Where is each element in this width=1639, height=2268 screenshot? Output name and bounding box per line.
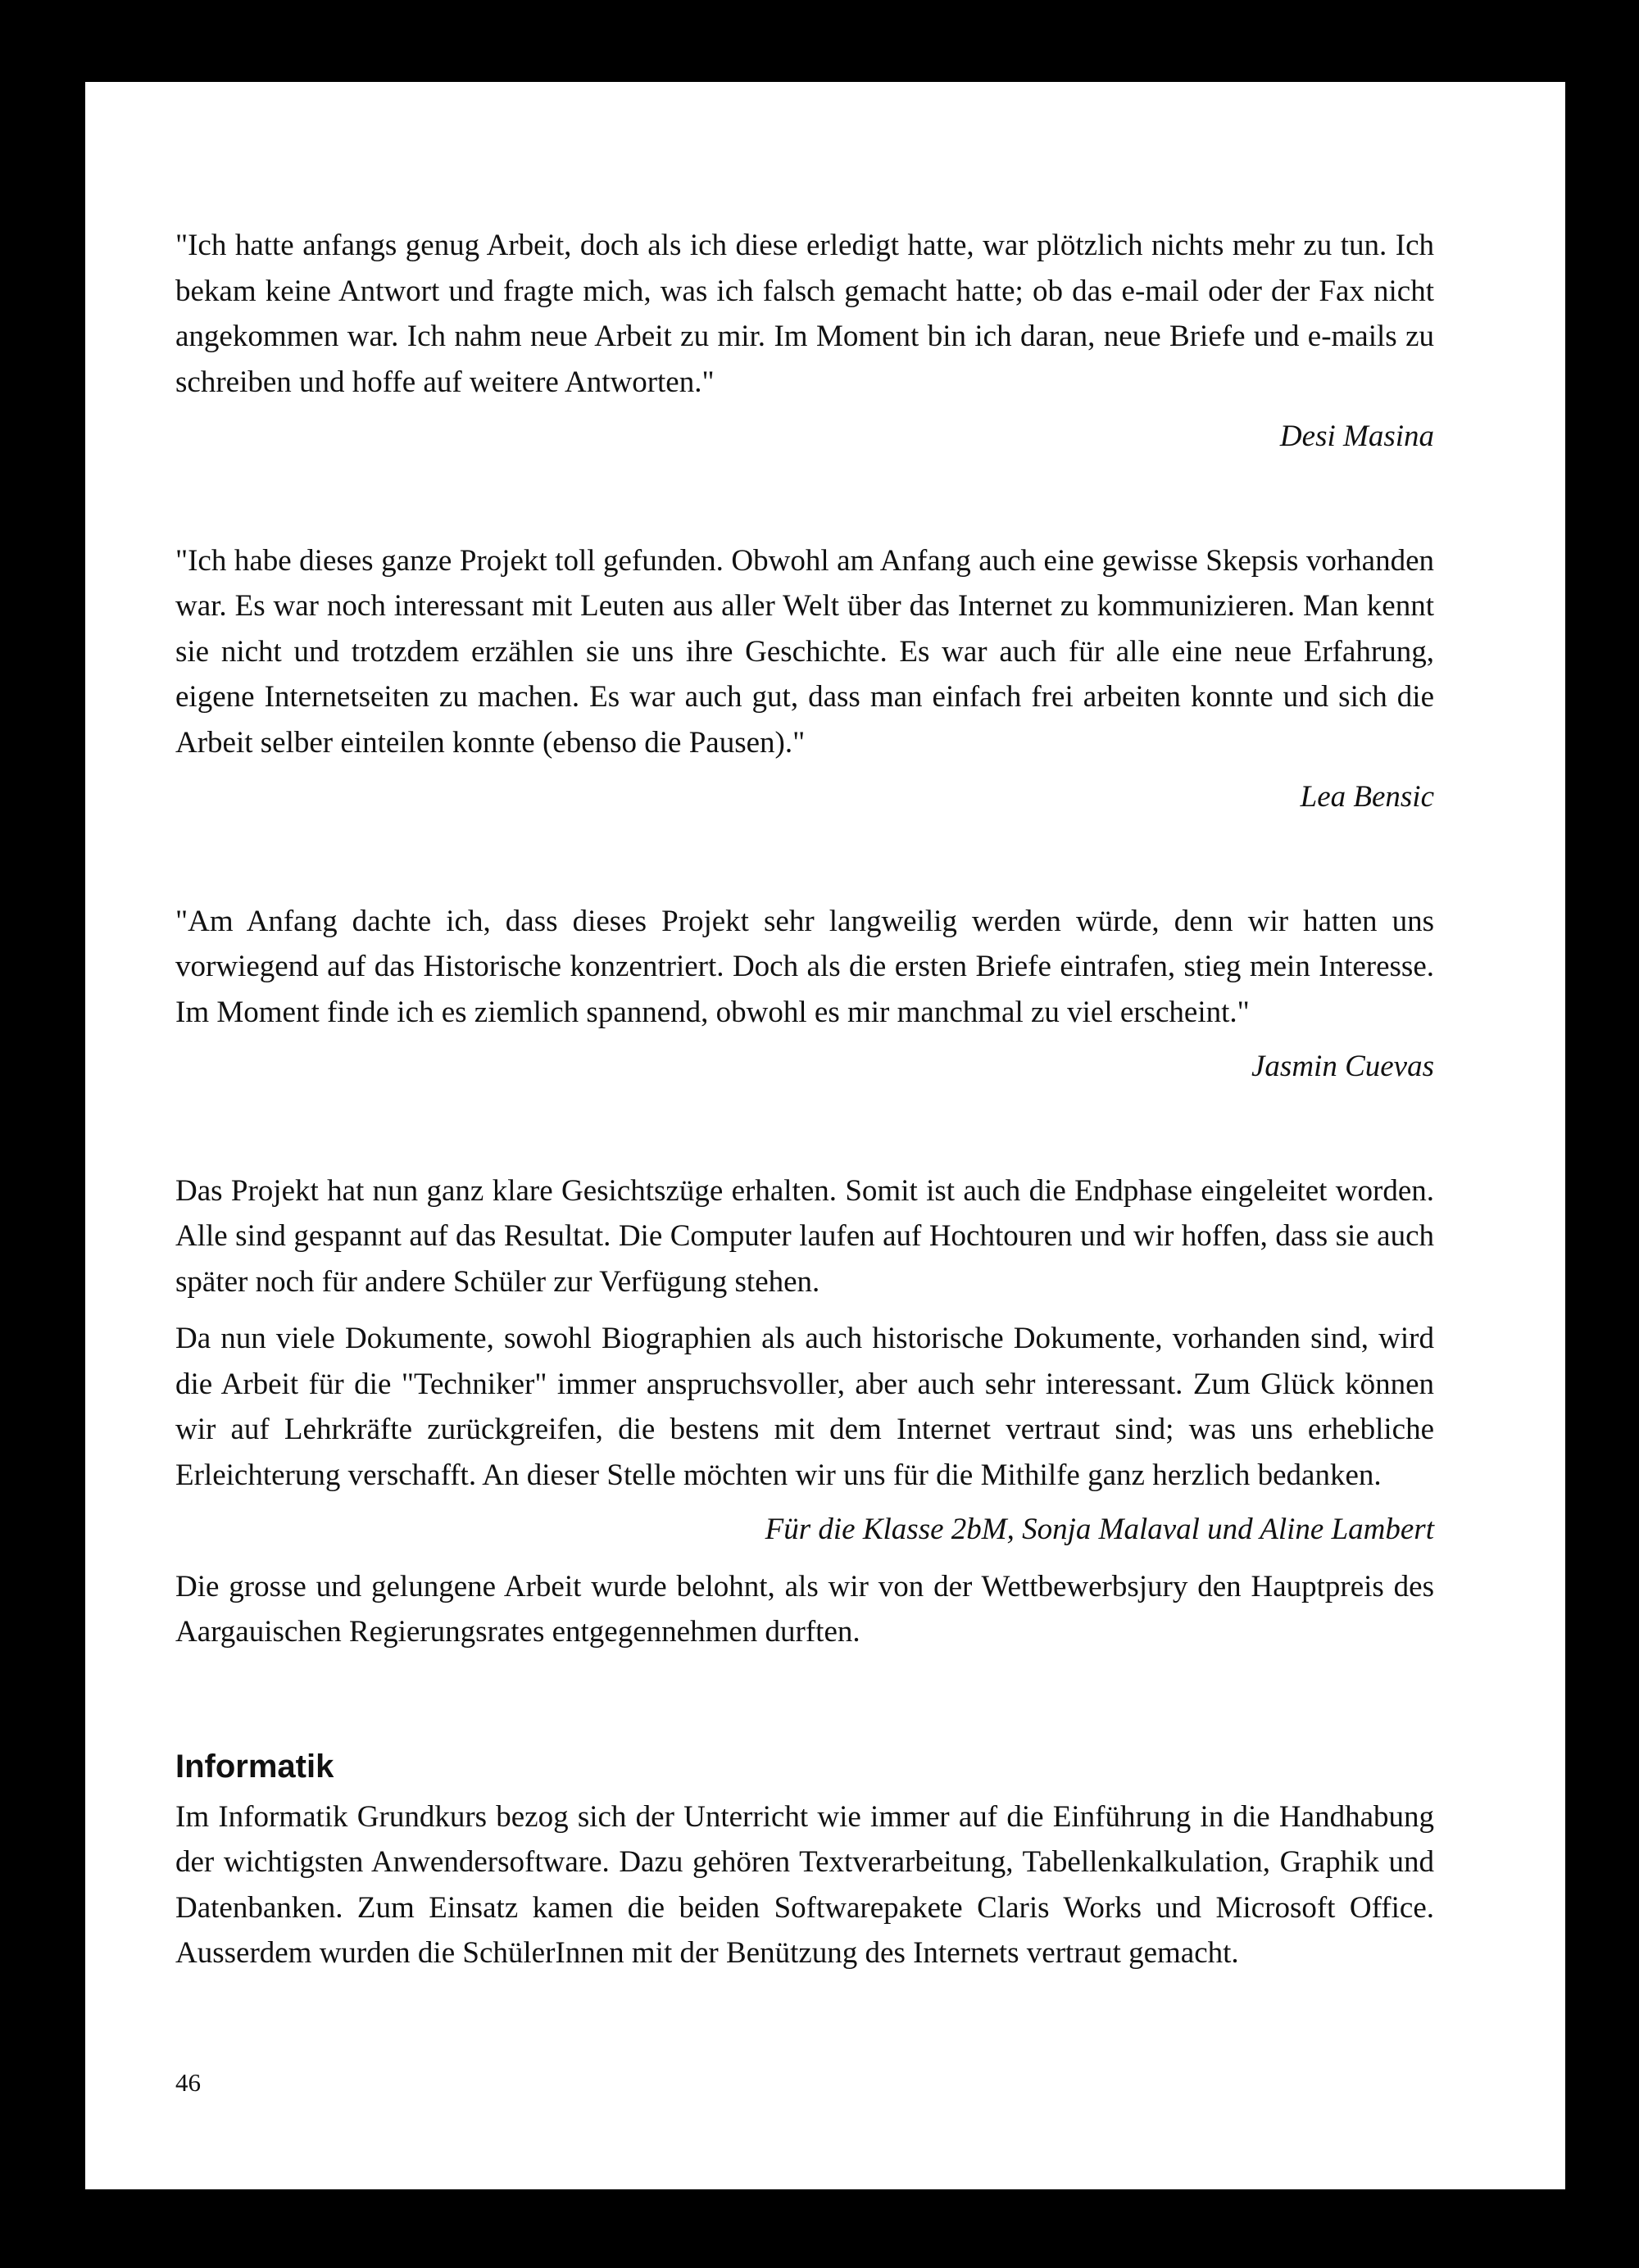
summary-paragraph-3: Die grosse und gelungene Arbeit wurde belohnt, als wir von der Wettbewerbsjury den Hauptpreis des Aargauischen Regierungsrates entgegennehmen durften. (175, 1569, 1434, 1649)
page-number: 46 (175, 2068, 201, 2097)
page-content (175, 223, 1434, 1976)
informatik-paragraph: Im Informatik Grundkurs bezog sich der Unterricht wie immer auf die Einführung in die Handhabung der wichtigsten Anwendersoftware. Dazu gehören Textverarbeitung, Tabellenkalkulation, Graphik und Datenbanken. Zum Einsatz kamen die beiden Softwarepakete Claris Works und Microsoft Office. Ausserdem wurden die SchülerInnen mit der Benützung des Internets vertraut gemacht. (175, 1799, 1434, 1970)
summary-paragraph-2: Da nun viele Dokumente, sowohl Biographien als auch historische Dokumente, vorhanden sind, wird die Arbeit für die "Techniker" immer anspruchsvoller, aber auch sehr interessant. Zum Glück können wir auf Lehrkräfte zurückgreifen, die bestens mit dem Internet vertraut sind; was uns erhebliche Erleichterung verschafft. An dieser Stelle möchten wir uns für die Mithilfe ganz herzlich bedanken. (175, 1322, 1434, 1492)
quote-text-1: "Ich hatte anfangs genug Arbeit, doch als ich diese erledigt hatte, war plötzlich nichts mehr zu tun. Ich bekam keine Antwort und fragte mich, was ich falsch gemacht hatte; ob das e-mail oder der Fax nicht angekommen war. Ich nahm neue Arbeit zu mir. Im Moment bin ich daran, neue Briefe und e-mails zu schreiben und hoffe auf weitere Antworten." (175, 229, 1434, 399)
summary-signature: Für die Klasse 2bM, Sonja Malaval und Aline Lambert (765, 1513, 1434, 1546)
quote-author-2: Lea Bensic (1300, 780, 1434, 814)
quote-text-2: "Ich habe dieses ganze Projekt toll gefunden. Obwohl am Anfang auch eine gewisse Skepsis vorhanden war. Es war noch interessant mit Leuten aus aller Welt über das Internet zu kommunizieren. Man kennt sie nicht und trotzdem erzählen sie uns ihre Geschichte. Es war auch für alle eine neue Erfahrung, eigene Internetseiten zu machen. Es war auch gut, dass man einfach frei arbeiten konnte und sich die Arbeit selber einteilen konnte (ebenso die Pausen)." (175, 543, 1434, 760)
section-heading-informatik: Informatik (175, 1748, 334, 1785)
summary-paragraph-1: Das Projekt hat nun ganz klare Gesichtszüge erhalten. Somit ist auch die Endphase eingeleitet worden. Alle sind gespannt auf das Resultat. Die Computer laufen auf Hochtouren und wir hoffen, dass sie auch später noch für andere Schüler zur Verfügung stehen. (175, 1173, 1434, 1299)
document-page (85, 82, 1565, 2189)
quote-author-3: Jasmin Cuevas (1251, 1050, 1434, 1083)
quote-text-3: "Am Anfang dachte ich, dass dieses Projekt sehr langweilig werden würde, denn wir hatten uns vorwiegend auf das Historische konzentriert. Doch als die ersten Briefe eintrafen, stieg mein Interesse. Im Moment finde ich es ziemlich spannend, obwohl es mir manchmal zu viel erscheint." (175, 904, 1434, 1029)
quote-author-1: Desi Masina (1279, 420, 1434, 453)
